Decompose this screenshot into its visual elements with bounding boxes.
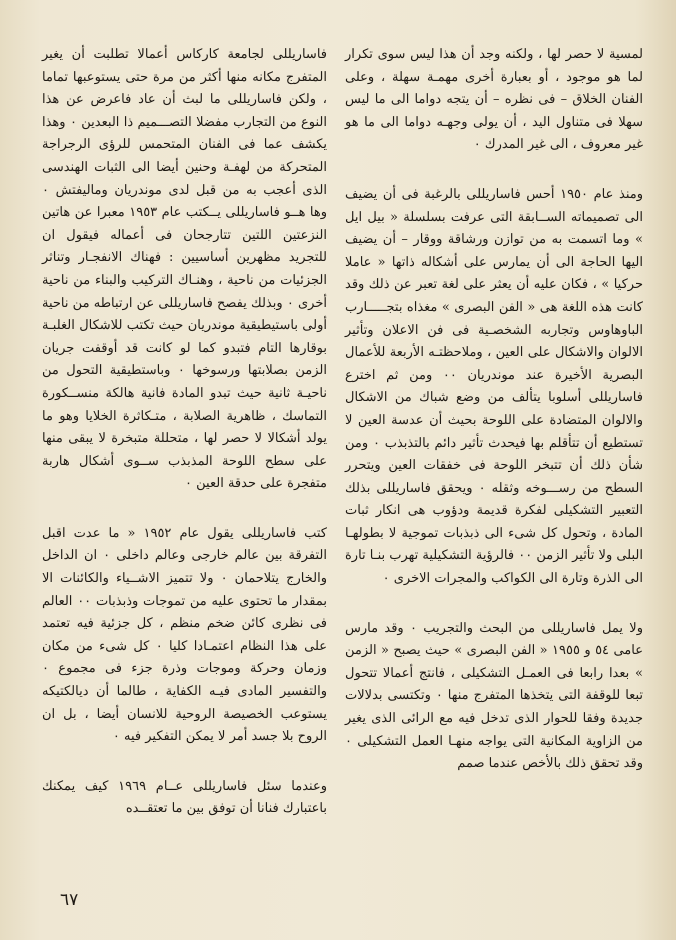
page-number: ٦٧ [60,890,79,910]
paragraph: ومنذ عام ١٩٥٠ أحس فاساريللى بالرغبة فى أن يضيف الى تصميماته الســابقة التى عرفت بسلسلة « بيل ايل » وما اتسمت به من توازن ورشاقة ووقار – أن يضيف اليها الحاجة الى أن يمارس على أشكاله ذاتها « عاملا حركيا » ، فكان عليه أن يعثر على لغة تعبر عن ذلك وقد كانت هذه اللغة هى « الفن البصرى » مغذاه بتجـــــارب الباوهاوس وتجاربه الشخصـية فى فن الاعلان وتأثير الالوان والاشكال على العين ، وملاحظتـه الأربعة للأعمال البصرية الأخيرة عند موندريان ٠٠ ومن ثم اخترع فاساريللى أسلوبا يتألف من وضع شباك من الاشكال والالوان المتضادة على اللوحة بحيث أن عدسة العين لا تستطيع أن تتأقلم بها فيحدث تأثير دائم بالتذبذب ٠ ومن شأن ذلك أن تتبخر اللوحة فى خفقات العين ويتحرر السطح من رســـوخه وثقله ٠ ويحقق فاساريللى بذلك التعبير التشكيلى لفكرة قديمة ودؤوب هى انكار ثبات المادة ، وتحول كل شىء الى ذبذبات تموجية لا بطولهـا البلى ولا تأثير الزمن ٠٠ فالرؤية التشكيلية تهرب بنـا تارة الى الذرة وتارة الى الكواكب والمجرات الاخرى ٠ [345,186,643,587]
paragraph: ولا يمل فاساريللى من البحث والتجريب ٠ وقد مارس عامى ٥٤ و ١٩٥٥ « الفن البصرى » حيث يصبح « الزمن » بعدا رابعا فى العمـل التشكيلى ، فانتج أعمالا تتحول تبعا للوقفة التى يتخذها المتفرج منها ٠ وتكتسى بدلالات جديدة وفقا للحوار الذى تدخل فيه مع الرائى الذى يغير من الزاوية المكانية التى يواجه منهـا العمل التشكيلى ٠ وقد تحقق ذلك بالأخص عندما صمم [345,620,643,772]
left-column [42,44,327,848]
paragraph: كتب فاساريللى يقول عام ١٩٥٢ « ما عدت اقبل التفرقة بين عالم خارجى وعالم داخلى ٠ ان الداخل والخارج يتلاحمان ٠ ولا تتميز الاشــياء والكائنات الا بمقدار ما تحتوى عليه من تموجات وذبذبات ٠٠ العالم فى نظرى كائن ضخم منظم ، كل جزئية فيه تعتمد على هذا النظام اعتمـادا كليا ٠ كل شىء من مكان وزمان وحركة وموجات وذرة جزء فى مجموع ٠ والتفسير المادى فيـه الكفاية ، طالما أن ديالكتيكه يستوعب الخصيصة الروحية للانسان أيضا ، بل ان الروح بلا جسد أمر لا يمكن التفكير فيه ٠ [42,525,328,745]
paragraph: فاساريللى لجامعة كاركاس أعمالا تطلبت أن يغير المتفرج مكانه منها أكثر من مرة حتى يستوعبها تماما ، ولكن فاساريللى ما لبث أن عاد فاعرض عن هذا النوع من التجارب مفضلا التصـــميم ذا البعدين ٠ وهذا يكشف عما فى الفنان المتحمس للرؤى الرجراجة المتحركة من لهفـة وحنين أيضا الى الثبات الهندسى الذى أعجب به من قبل لدى موندريان وماليفتش ٠ وها هــو فاساريللى يــكتب عام ١٩٥٣ معبرا عن هاتين النزعتين اللتين تتارجحان فى أعماله فيقول ان للتجريد مظهرين أساسيين : فهناك الانفجـار وتناثر الجزئيات من ناحية ، وهنـاك التركيب والبناء من ناحية أخرى ٠ وبذلك يفصح فاساريللى عن ارتباطه من ناحية أولى باستيطيقية موندريان حيث تكتب للاشكال الغلبـة بوقارها التام فتبدو كما لو كانت قد أوقفت جريان الزمن بصلابتها ورسوخها ٠ وباستطيقية التحول من ناحيـة ثانية حيث تبدو المادة فانية هالكة منســكورة التماسك ، ظاهرية الصلابة ، متـكاثرة الخلايا وهو ما يولد أشكالا لا حصر لها ، متحللة متبخرة لا يبقى منها على سطح اللوحة المذبذب ســوى أشكال هاربة متفجرة على حدقة العين ٠ [42,47,328,492]
right-column [345,44,643,803]
paragraph: وعندما سئل فاساريللى عــام ١٩٦٩ كيف يمكنك باعتبارك فنانا أن توفق بين ما تعتقــده [42,778,327,817]
paragraph: لمسية لا حصر لها ، ولكنه وجد أن هذا ليس سوى تكرار لما هو موجود ، أو بعبارة أخرى مهمـة سهلة ، وعلى الفنان الخلاق – فى نظره – أن يتجه دواما الى ما ليس سهلا فى متناول اليد ، أن يولى وجهـه دواما الى ما هو غير معروف ، الى غير المدرك ٠ [345,47,643,153]
